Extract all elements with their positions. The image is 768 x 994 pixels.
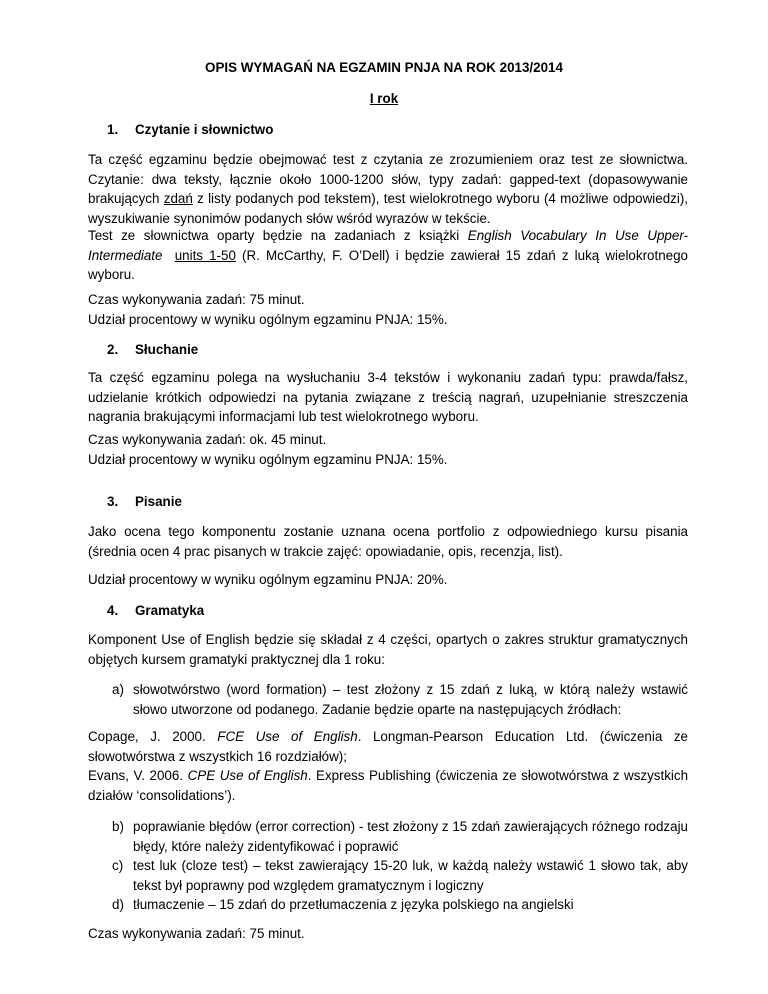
listening-paragraph: Ta część egzaminu polega na wysłuchaniu 3-4 tekstów i wykonaniu zadań typu: prawda/fałsz, udzielanie krótkich odpowiedzi na pytania związane z treścią nagrań, uzupełnianie streszczenia nagrania brakującymi informacjami lub test wielokrotnego wyboru. bbox=[88, 370, 688, 424]
writing-weight: Udział procentowy w wyniku ogólnym egzaminu PNJA: 20%. bbox=[88, 572, 448, 587]
section-heading-listening: 2. Słuchanie bbox=[107, 342, 199, 357]
list-item: a) słowotwórstwo (word formation) – test złożony z 15 zdań z luką, w którą należy wstawić słowo utworzone od podanego. Zadanie będzie oparte na następujących źródłach: bbox=[112, 682, 688, 717]
grammar-list-bcd bbox=[112, 817, 688, 915]
section-heading-writing: 3. Pisanie bbox=[107, 494, 182, 509]
section-heading-reading: 1. Czytanie i słownictwo bbox=[107, 122, 274, 137]
list-item: d) tłumaczenie – 15 zdań do przetłumaczenia z języka polskiego na angielski bbox=[112, 897, 574, 912]
listening-time-weight: Czas wykonywania zadań: ok. 45 minut. Udział procentowy w wyniku ogólnym egzaminu PNJA: 15%. bbox=[88, 432, 448, 467]
reading-paragraph-2: Test ze słownictwa oparty będzie na zadaniach z książki English Vocabulary In Use Upper-Intermediate units 1-50 (R. McCarthy, F. O’Dell) i będzie zawierał 15 zdań z luką wielokrotnego wyboru. bbox=[88, 228, 688, 282]
section-heading-grammar: 4. Gramatyka bbox=[107, 603, 205, 618]
document-title: OPIS WYMAGAŃ NA EGZAMIN PNJA NA ROK 2013/2014 bbox=[205, 60, 563, 75]
grammar-intro: Komponent Use of English będzie się składał z 4 części, opartych o zakres struktur gramatycznych objętych kursem gramatyki praktycznej dla 1 roku: bbox=[88, 632, 688, 667]
writing-paragraph: Jako ocena tego komponentu zostanie uznana ocena portfolio z odpowiedniego kursu pisania (średnia ocen 4 prac pisanych w trakcie zajęć: opowiadanie, opis, recenzja, list). bbox=[88, 524, 688, 559]
document-subtitle: I rok bbox=[369, 91, 399, 106]
grammar-reference-1: Copage, J. 2000. FCE Use of English. Longman-Pearson Education Ltd. (ćwiczenia ze słowotwórstwa z wszystkich 16 rozdziałów); bbox=[88, 729, 688, 764]
reading-time-weight: Czas wykonywania zadań: 75 minut. Udział procentowy w wyniku ogólnym egzaminu PNJA: 15%. bbox=[88, 292, 448, 327]
reading-paragraph-1: Ta część egzaminu będzie obejmować test z czytania ze zrozumieniem oraz test ze słownictwa. Czytanie: dwa teksty, łącznie około 1000-1200 słów, typy zadań: gapped-text (dopasowywanie brakujących zdań z listy podanych pod tekstem), test wielokrotnego wyboru (4 możliwe odpowiedzi), wyszukiwanie synonimów podanych słów wśród wyrazów w tekście. bbox=[88, 152, 688, 226]
list-item: b) poprawianie błędów (error correction) - test złożony z 15 zdań zawierających różnego rodzaju błędy, które należy zidentyfikować i poprawić bbox=[112, 819, 688, 854]
list-item: c) test luk (cloze test) – tekst zawierający 15-20 luk, w każdą należy wstawić 1 słowo tak, aby tekst był poprawny pod względem gramatycznym i logiczny bbox=[112, 858, 688, 893]
grammar-time: Czas wykonywania zadań: 75 minut. bbox=[88, 926, 305, 941]
grammar-reference-2: Evans, V. 2006. CPE Use of English. Express Publishing (ćwiczenia ze słowotwórstwa z wszystkich działów ‘consolidations’). bbox=[88, 768, 689, 803]
grammar-list-a bbox=[112, 680, 688, 719]
